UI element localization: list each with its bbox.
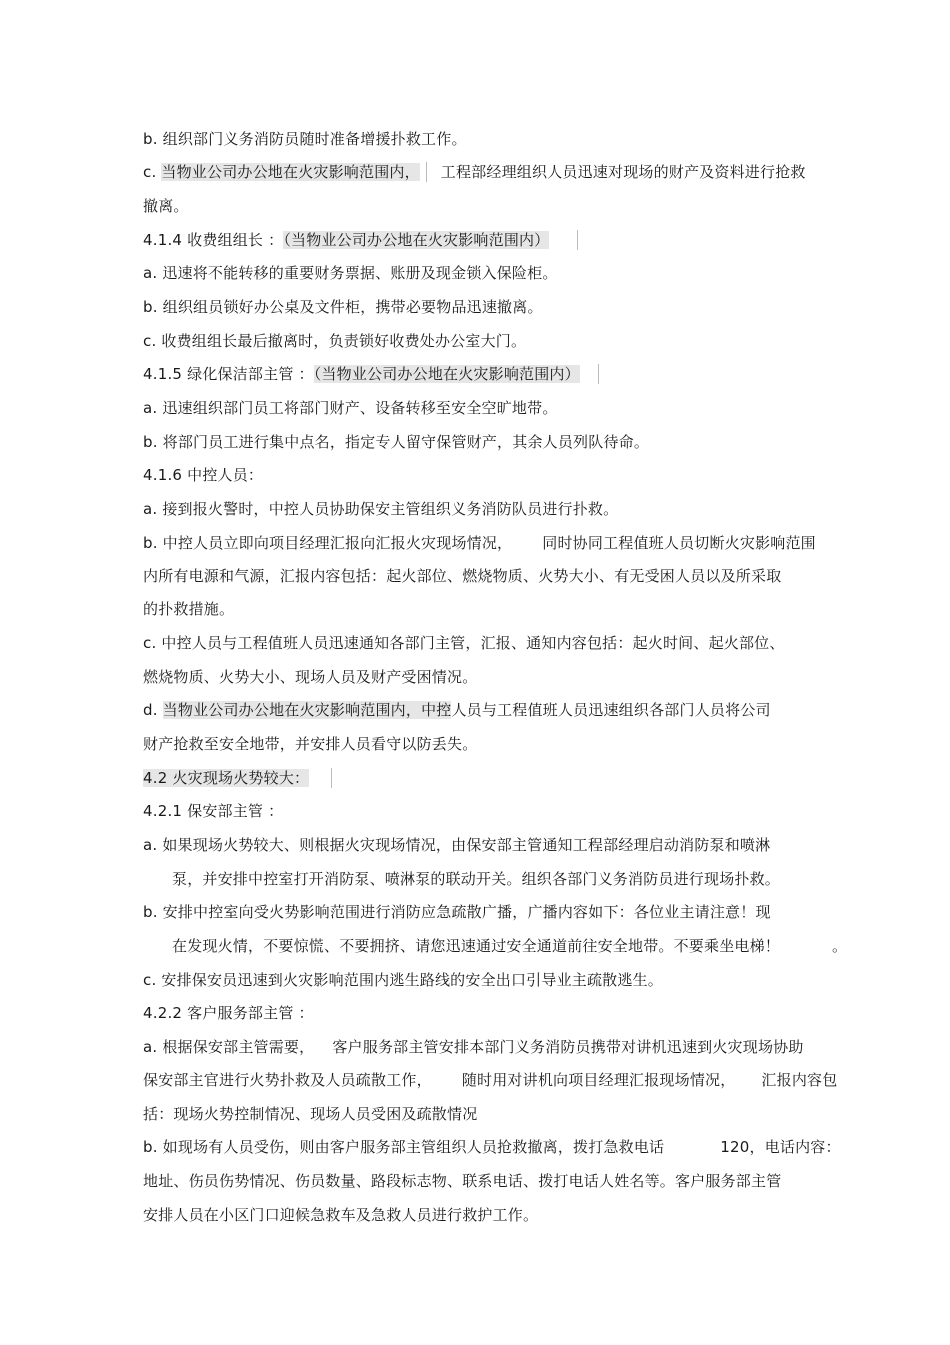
- text-line: 地址、伤员伤势情况、伤员数量、路段标志物、联系电话、拨打电话人姓名等。客户服务部主管: [143, 1172, 782, 1190]
- text-line: 在发现火情，不要惊慌、不要拥挤、请您迅速通过安全通道前往安全地带。不要乘坐电梯！ 。: [172, 937, 848, 955]
- text-line: d. 当物业公司办公地在火灾影响范围内，中控人员与工程值班人员迅速组织各部门人员将公司: [143, 701, 771, 719]
- text-line: 燃烧物质、火势大小、现场人员及财产受困情况。: [143, 668, 478, 686]
- text-line: b. 组织组员锁好办公桌及文件柜，携带必要物品迅速撤离。: [143, 298, 543, 316]
- text-line: 撤离。: [143, 197, 189, 215]
- text-line: a. 根据保安部主管需要， 客户服务部主管安排本部门义务消防员携带对讲机迅速到火灾现场协助: [143, 1038, 804, 1056]
- section-heading: 4.2.1 保安部主管 ：: [143, 802, 284, 820]
- text-line: 财产抢救至安全地带，并安排人员看守以防丢失。: [143, 735, 478, 753]
- text-line: b. 将部门员工进行集中点名，指定专人留守保管财产，其余人员列队待命。: [143, 433, 650, 451]
- text-line: a. 迅速组织部门员工将部门财产、设备转移至安全空旷地带。: [143, 399, 558, 417]
- highlight-edge: [577, 230, 578, 250]
- text-line: a. 迅速将不能转移的重要财务票据、账册及现金锁入保险柜。: [143, 264, 558, 282]
- highlight-edge: [331, 768, 332, 788]
- section-heading: 4.1.6 中控人员：: [143, 466, 264, 484]
- text-line: 内所有电源和气源，汇报内容包括：起火部位、燃烧物质、火势大小、有无受困人员以及所采取: [143, 567, 782, 585]
- text-line: c. 当物业公司办公地在火灾影响范围内， 工程部经理组织人员迅速对现场的财产及资料进行抢救: [143, 163, 806, 181]
- section-heading: 4.2.2 客户服务部主管 ：: [143, 1004, 314, 1022]
- text-line: b. 中控人员立即向项目经理汇报向汇报火灾现场情况， 同时协同工程值班人员切断火灾影响范围: [143, 534, 816, 552]
- text-line: b. 安排中控室向受火势影响范围进行消防应急疏散广播，广播内容如下：各位业主请注意！现: [143, 903, 771, 921]
- text-line: b. 组织部门义务消防员随时准备增援扑救工作。: [143, 130, 467, 148]
- text-line: a. 如果现场火势较大、则根据火灾现场情况，由保安部主管通知工程部经理启动消防泵和喷淋: [143, 836, 771, 854]
- section-heading: 4.1.5 绿化保洁部主管 ：（当物业公司办公地在火灾影响范围内）: [143, 364, 599, 384]
- highlight-edge: [426, 162, 427, 182]
- section-heading: 4.1.4 收费组组长 ：（当物业公司办公地在火灾影响范围内）: [143, 230, 578, 250]
- text-line: 的扑救措施。: [143, 600, 235, 618]
- highlighted-text: （当物业公司办公地在火灾影响范围内）: [313, 365, 580, 383]
- text-line: b. 如现场有人员受伤，则由客户服务部主管组织人员抢救撤离，拨打急救电话 120，电话内容：: [143, 1138, 841, 1156]
- text-line: 保安部主官进行火势扑救及人员疏散工作， 随时用对讲机向项目经理汇报现场情况， 汇报内容包: [143, 1071, 838, 1089]
- text-line: 泵，并安排中控室打开消防泵、喷淋泵的联动开关。组织各部门义务消防员进行现场扑救。: [172, 870, 781, 888]
- highlighted-text: （当物业公司办公地在火灾影响范围内）: [283, 231, 550, 249]
- highlight-edge: [598, 364, 599, 384]
- section-heading: [143, 768, 332, 788]
- text-line: 括：现场火势控制情况、现场人员受困及疏散情况: [143, 1105, 478, 1123]
- text-line: c. 收费组组长最后撤离时，负责锁好收费处办公室大门。: [143, 332, 527, 350]
- highlighted-text: 当物业公司办公地在火灾影响范围内，: [161, 163, 420, 181]
- highlighted-text: 4.2 火灾现场火势较大：: [143, 769, 310, 787]
- text-line: c. 中控人员与工程值班人员迅速通知各部门主管，汇报、通知内容包括：起火时间、起火部位、: [143, 634, 785, 652]
- text-line: c. 安排保安员迅速到火灾影响范围内逃生路线的安全出口引导业主疏散逃生。: [143, 971, 663, 989]
- text-line: 安排人员在小区门口迎候急救车及急救人员进行救护工作。: [143, 1206, 539, 1224]
- highlighted-text: 当物业公司办公地在火灾影响范围内，中控: [162, 701, 452, 719]
- text-line: a. 接到报火警时，中控人员协助保安主管组织义务消防队员进行扑救。: [143, 500, 619, 518]
